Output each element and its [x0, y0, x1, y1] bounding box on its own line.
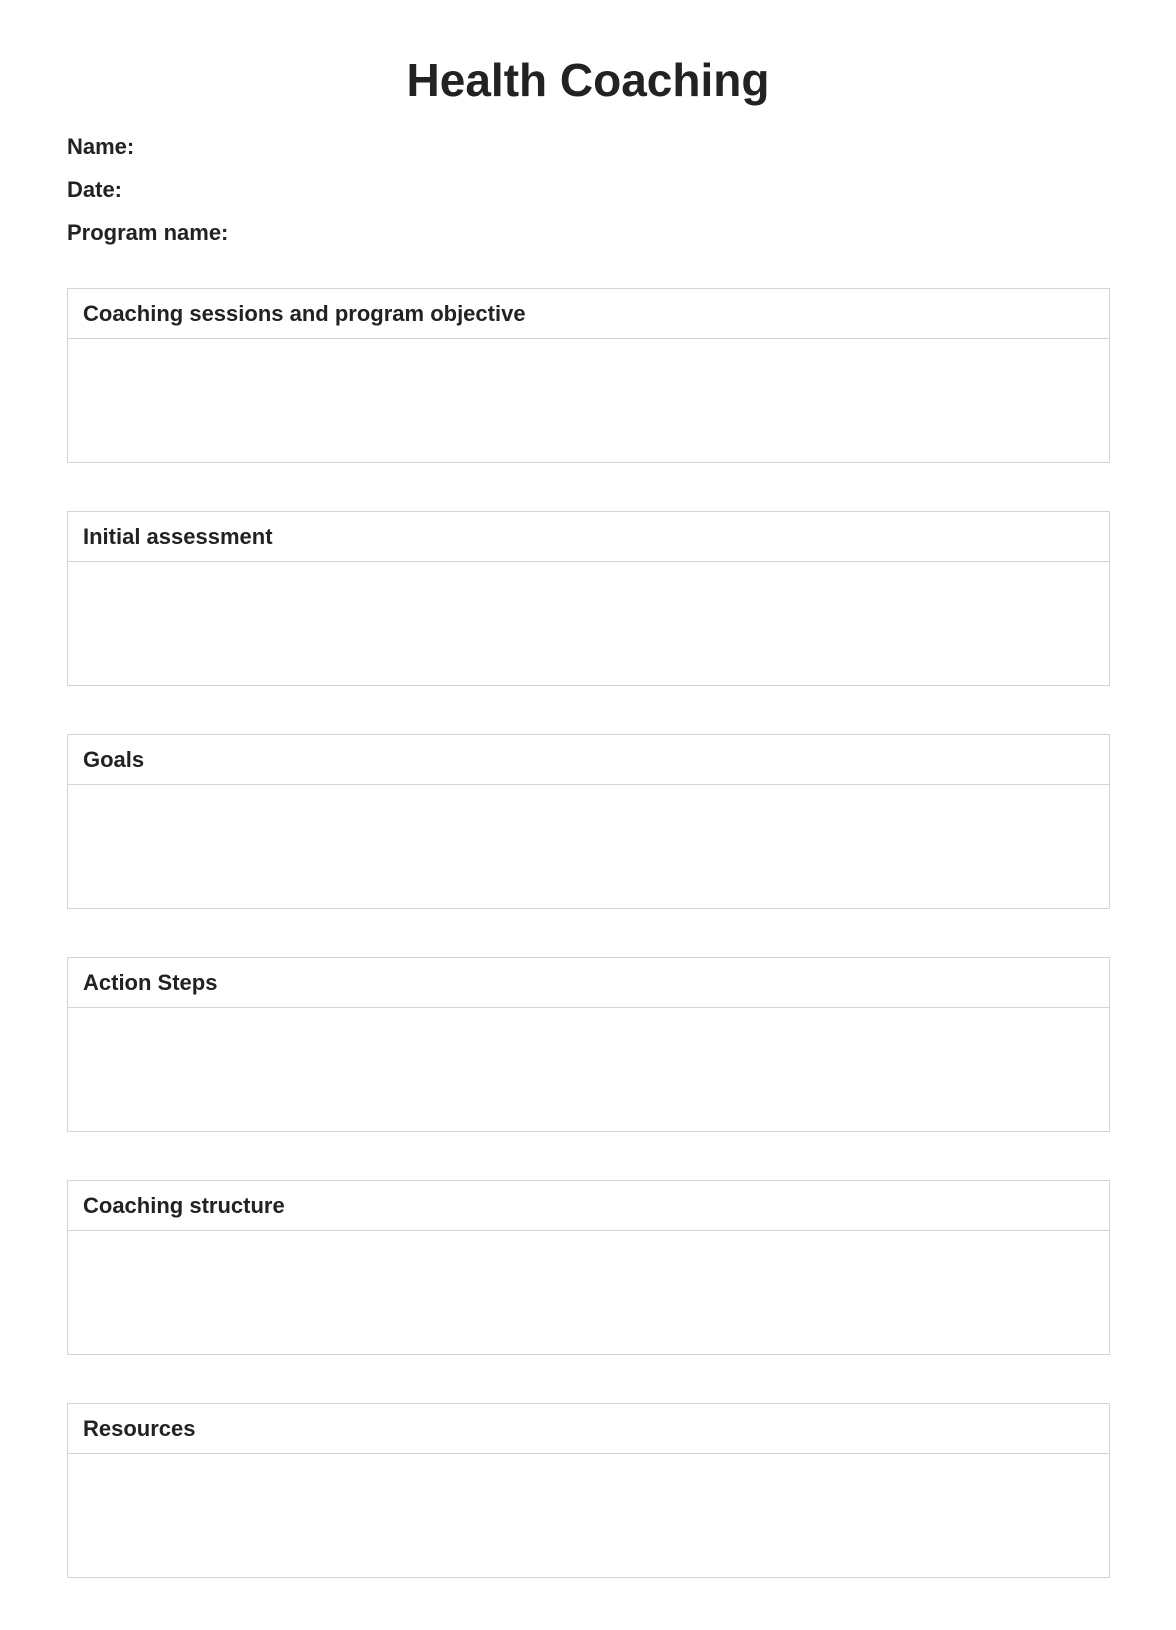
- section-coaching-structure: [67, 1180, 1110, 1355]
- section-resources: [67, 1403, 1110, 1578]
- section-content-area[interactable]: [68, 785, 1109, 908]
- section-coaching-sessions: [67, 288, 1110, 463]
- section-heading: Goals: [68, 735, 1109, 785]
- section-heading: Action Steps: [68, 958, 1109, 1008]
- section-heading: Initial assessment: [68, 512, 1109, 562]
- program-name-label: Program name:: [67, 220, 229, 245]
- section-heading: Resources: [68, 1404, 1109, 1454]
- section-goals: [67, 734, 1110, 909]
- section-heading: Coaching sessions and program objective: [68, 289, 1109, 339]
- section-content-area[interactable]: [68, 339, 1109, 462]
- section-content-area[interactable]: [68, 1231, 1109, 1354]
- section-content-area[interactable]: [68, 1008, 1109, 1131]
- name-label: Name:: [67, 134, 135, 159]
- section-content-area[interactable]: [68, 1454, 1109, 1577]
- date-label: Date:: [67, 177, 123, 202]
- section-heading: Coaching structure: [68, 1181, 1109, 1231]
- section-content-area[interactable]: [68, 562, 1109, 685]
- section-initial-assessment: [67, 511, 1110, 686]
- section-action-steps: [67, 957, 1110, 1132]
- page-title: Health Coaching: [406, 54, 770, 106]
